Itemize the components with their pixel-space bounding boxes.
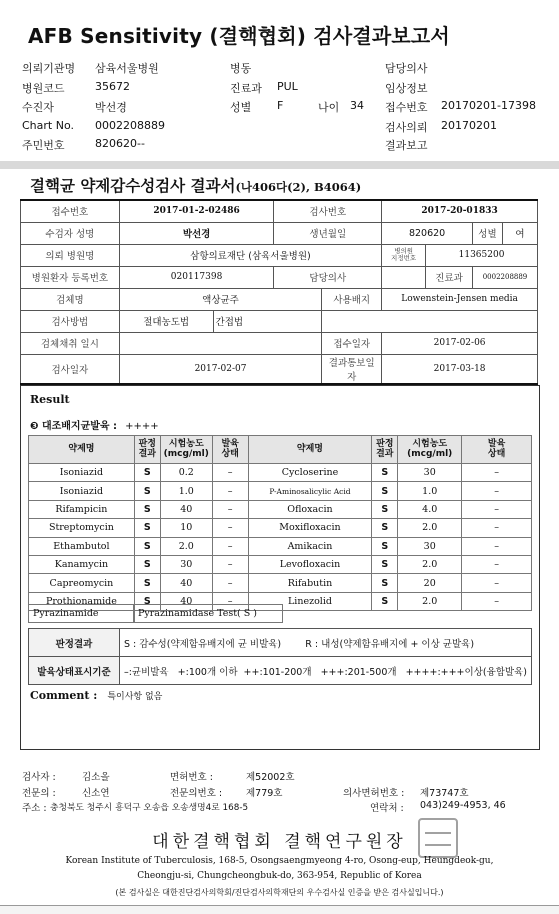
header-value: 820620-- <box>95 137 145 150</box>
specialist-no-label: 전문의번호 : <box>170 788 223 799</box>
judgement-text: S : 감수성(약제함유배지에 균 비발육) R : 내성(약제함유배지에 + 이상 균발육) <box>119 629 531 657</box>
legend-table <box>28 628 532 685</box>
drug-conc-cell: 30 <box>398 464 462 482</box>
drug-conc-cell: 2.0 <box>398 555 462 573</box>
control-culture-label: ❸ 대조배지균발육 : <box>30 421 118 432</box>
info-label: 진료과 <box>426 266 473 288</box>
drug-growth-cell: – <box>212 464 248 482</box>
drug-growth-cell: – <box>212 482 248 500</box>
result-title: Result <box>30 393 70 406</box>
drug-row <box>29 519 532 537</box>
drug-result-cell: S <box>134 519 160 537</box>
tester-name: 김소올 <box>82 772 110 783</box>
info-label: 결과통보일자 <box>322 354 382 384</box>
header-label: 병원코드 <box>22 82 65 95</box>
drug-row <box>29 555 532 573</box>
specialist-no: 제779호 <box>246 788 283 799</box>
info-value: 11365200 <box>426 244 538 266</box>
address: 충청북도 청주시 흥덕구 오송읍 오송생명4로 168-5 <box>50 803 249 813</box>
header-label: 진료과 <box>230 82 262 95</box>
patient-info-table <box>20 199 538 385</box>
header-label: 성별 <box>230 101 252 114</box>
drug-drug-cell: Streptomycin <box>29 519 135 537</box>
phone: 043)249-4953, 46 <box>420 800 506 811</box>
phone-label: 연락처 : <box>370 803 404 814</box>
control-culture-value: ++++ <box>125 421 159 432</box>
drug-conc-cell: 4.0 <box>398 500 462 518</box>
info-value: 삼항의료재단 (삼육서울병원) <box>119 244 381 266</box>
info-row <box>21 244 538 266</box>
specialist-label: 전문의 : <box>22 788 56 799</box>
info-row <box>21 288 538 310</box>
growth-text: –:균비발육 +:100개 이하 ++:101-200개 +++:201-500개 ++++:+++이상(융합발육) <box>119 657 531 685</box>
info-row <box>21 354 538 384</box>
header-value: 20170201-17398 <box>441 99 536 112</box>
header-value: 20170201 <box>441 119 497 132</box>
header-value: 박선경 <box>95 101 127 114</box>
drug-result-cell: S <box>134 555 160 573</box>
drug-result-cell: S <box>372 482 398 500</box>
drug-growth-cell: – <box>212 537 248 555</box>
report-title: AFB Sensitivity (결핵협회) 검사결과보고서 <box>28 24 450 48</box>
drug-growth-cell: – <box>212 500 248 518</box>
drug-drug-cell: Isoniazid <box>29 482 135 500</box>
drug-result-cell: S <box>134 537 160 555</box>
info-label: 검사방법 <box>21 310 120 332</box>
comment-value: 특이사항 없음 <box>107 692 163 702</box>
header-label: 주민번호 <box>22 139 65 152</box>
info-value: 2017-02-06 <box>382 332 538 354</box>
drug-drug-cell: Amikacin <box>248 537 372 555</box>
drug-conc-cell: 1.0 <box>398 482 462 500</box>
info-value: 820620 <box>382 222 473 244</box>
info-label: 병원환자 등록번호 <box>21 266 120 288</box>
drug-conc-cell: 2.0 <box>160 537 212 555</box>
info-value: 2017-03-18 <box>382 354 538 384</box>
drug-result-cell: S <box>134 592 160 610</box>
info-label: 의뢰 병원명 <box>21 244 120 266</box>
drug-result-cell: S <box>372 574 398 592</box>
drug-conc-cell: 40 <box>160 500 212 518</box>
bottom-bar <box>0 905 559 914</box>
info-label: 생년월일 <box>274 222 382 244</box>
address-label: 주소 : <box>22 803 47 814</box>
drug-row <box>29 482 532 500</box>
info-label: 접수번호 <box>21 200 120 222</box>
legend-row <box>29 629 532 657</box>
col-drug: 약제명 <box>29 436 135 464</box>
info-value: Lowenstein-Jensen media <box>382 288 538 310</box>
info-row <box>21 310 538 332</box>
doctor-license: 제73747호 <box>420 788 469 799</box>
drug-growth-cell: – <box>212 519 248 537</box>
report-subtitle <box>30 174 361 196</box>
info-label: 수검자 성명 <box>21 222 120 244</box>
drug-conc-cell: 2.0 <box>398 592 462 610</box>
pyrazinamide-row <box>28 604 283 623</box>
drug-result-cell: S <box>372 464 398 482</box>
org-address-en-1: Korean Institute of Tuberculosis, 168-5, Osongsaengmyeong 4-ro, Osong-eup, Heungdeok-gu, <box>65 856 494 866</box>
info-label: 검사번호 <box>274 200 382 222</box>
tester-license: 제52002호 <box>246 772 295 783</box>
drug-conc-cell: 20 <box>398 574 462 592</box>
drug-growth-cell: – <box>212 574 248 592</box>
drug-growth-cell: – <box>462 500 532 518</box>
drug-result-cell: S <box>372 519 398 537</box>
header-value: F <box>277 99 284 112</box>
info-value: 020117398 <box>119 266 274 288</box>
info-row <box>21 222 538 244</box>
info-value: 2017-02-07 <box>119 354 322 384</box>
drug-drug-cell: Cycloserine <box>248 464 372 482</box>
header-label: 병동 <box>230 62 252 75</box>
drug-result-cell: S <box>372 537 398 555</box>
header-value: 0002208889 <box>95 119 165 132</box>
drug-drug-cell: Levofloxacin <box>248 555 372 573</box>
info-label: 검사일자 <box>21 354 120 384</box>
drug-growth-cell: – <box>462 519 532 537</box>
col-growth: 발육 상태 <box>462 436 532 464</box>
drug-conc-cell: 10 <box>160 519 212 537</box>
header-label: 검사의뢰 <box>385 121 428 134</box>
col-result: 판정 결과 <box>372 436 398 464</box>
info-value: 간접법 <box>213 310 322 332</box>
drug-growth-cell: – <box>462 482 532 500</box>
info-label: 접수일자 <box>322 332 382 354</box>
drug-row <box>29 464 532 482</box>
col-result: 판정 결과 <box>134 436 160 464</box>
header-label: 나이 <box>318 101 340 114</box>
drug-drug-cell: Prothionamide <box>29 592 135 610</box>
specialist-name: 신소연 <box>82 788 110 799</box>
header-label: Chart No. <box>22 119 74 132</box>
info-row <box>21 332 538 354</box>
tester-label: 검사자 : <box>22 772 56 783</box>
org-address-en-2: Cheongju-si, Chungcheongbuk-do, 363-954, Republic of Korea <box>137 871 422 881</box>
drug-row <box>29 537 532 555</box>
drug-row <box>29 500 532 518</box>
drug-growth-cell: – <box>462 592 532 610</box>
pyrazinamide-label: Pyrazinamide <box>28 604 134 623</box>
drug-conc-cell: 40 <box>160 592 212 610</box>
info-value: 2017-01-2-02486 <box>119 200 274 222</box>
org-name-korean: 대한결핵협회 결핵연구원장 <box>152 832 407 852</box>
header-label: 의뢰기관명 <box>22 62 76 75</box>
drug-drug-cell: Rifampicin <box>29 500 135 518</box>
info-value: 2017-20-01833 <box>382 200 538 222</box>
drug-result-cell: S <box>134 574 160 592</box>
header-label: 담당의사 <box>385 62 428 75</box>
info-value: 박선경 <box>119 222 274 244</box>
info-label: 검체명 <box>21 288 120 310</box>
info-label: 담당의사 <box>274 266 382 288</box>
drug-drug-cell: Ofloxacin <box>248 500 372 518</box>
comment-label: Comment : <box>30 689 98 702</box>
drug-growth-cell: – <box>462 555 532 573</box>
header-value: 34 <box>350 99 364 112</box>
subtitle-suffix: (나406다(2), B4064) <box>235 180 362 194</box>
info-value <box>119 332 322 354</box>
info-value: 절대농도법 <box>119 310 213 332</box>
header-label: 결과보고 <box>385 139 428 152</box>
official-seal-icon <box>418 818 458 858</box>
header-value: PUL <box>277 80 298 93</box>
header-value: 삼육서울병원 <box>95 62 159 75</box>
drug-result-cell: S <box>372 500 398 518</box>
judgement-label: 판정결과 <box>29 629 120 657</box>
legend-row <box>29 657 532 685</box>
col-drug: 약제명 <box>248 436 372 464</box>
subtitle-text: 결핵균 약제감수성검사 결과서 <box>30 176 236 195</box>
drug-result-cell: S <box>134 464 160 482</box>
drug-result-cell: S <box>372 555 398 573</box>
drug-result-cell: S <box>372 592 398 610</box>
info-row <box>21 266 538 288</box>
drug-conc-cell: 0.2 <box>160 464 212 482</box>
col-conc: 시험농도 (mcg/ml) <box>160 436 212 464</box>
drug-drug-cell: Capreomycin <box>29 574 135 592</box>
header-label: 수진자 <box>22 101 54 114</box>
drug-conc-cell: 2.0 <box>398 519 462 537</box>
header-label: 임상정보 <box>385 82 428 95</box>
info-label: 사용배지 <box>322 288 382 310</box>
info-empty <box>322 310 538 332</box>
certification-notice: (본 검사실은 대한진단검사의학회/진단검사의학재단의 우수검사실 인증을 받은 검사실입니다.) <box>115 888 444 897</box>
drug-drug-cell: Moxifloxacin <box>248 519 372 537</box>
control-culture <box>30 417 159 432</box>
info-label: 병의원 지정번호 <box>382 244 426 266</box>
drug-growth-cell: – <box>462 537 532 555</box>
info-value: 액상균주 <box>119 288 322 310</box>
drug-drug-cell: Ethambutol <box>29 537 135 555</box>
pyrazinamide-value: Pyrazinamidase Test( S ) <box>134 604 283 623</box>
drug-conc-cell: 1.0 <box>160 482 212 500</box>
header-value: 35672 <box>95 80 130 93</box>
doctor-license-label: 의사면허번호 : <box>343 788 405 799</box>
drug-drug-cell: Kanamycin <box>29 555 135 573</box>
drug-drug-cell: Rifabutin <box>248 574 372 592</box>
drug-drug-cell: Linezolid <box>248 592 372 610</box>
info-label: 성별 <box>473 222 503 244</box>
drug-conc-cell: 30 <box>160 555 212 573</box>
drug-growth-cell: – <box>212 555 248 573</box>
info-value <box>382 266 426 288</box>
drug-growth-cell: – <box>212 592 248 610</box>
header-label: 접수번호 <box>385 101 428 114</box>
comment <box>30 689 162 702</box>
drug-sensitivity-table <box>28 435 532 611</box>
info-row <box>21 200 538 222</box>
drug-drug-cell: P-Aminosalicylic Acid <box>248 482 372 500</box>
info-label: 검체채취 일시 <box>21 332 120 354</box>
col-growth: 발육 상태 <box>212 436 248 464</box>
tester-license-label: 면허번호 : <box>170 772 213 783</box>
drug-growth-cell: – <box>462 574 532 592</box>
drug-drug-cell: Isoniazid <box>29 464 135 482</box>
col-conc: 시험농도 (mcg/ml) <box>398 436 462 464</box>
drug-conc-cell: 40 <box>160 574 212 592</box>
growth-label: 발육상태표시기준 <box>29 657 120 685</box>
drug-result-cell: S <box>134 482 160 500</box>
section-separator <box>0 161 559 169</box>
drug-growth-cell: – <box>462 464 532 482</box>
info-value: 0002208889 <box>473 266 538 288</box>
drug-conc-cell: 30 <box>398 537 462 555</box>
info-value: 여 <box>502 222 537 244</box>
drug-row <box>29 574 532 592</box>
drug-result-cell: S <box>134 500 160 518</box>
drug-table-header <box>29 436 532 464</box>
